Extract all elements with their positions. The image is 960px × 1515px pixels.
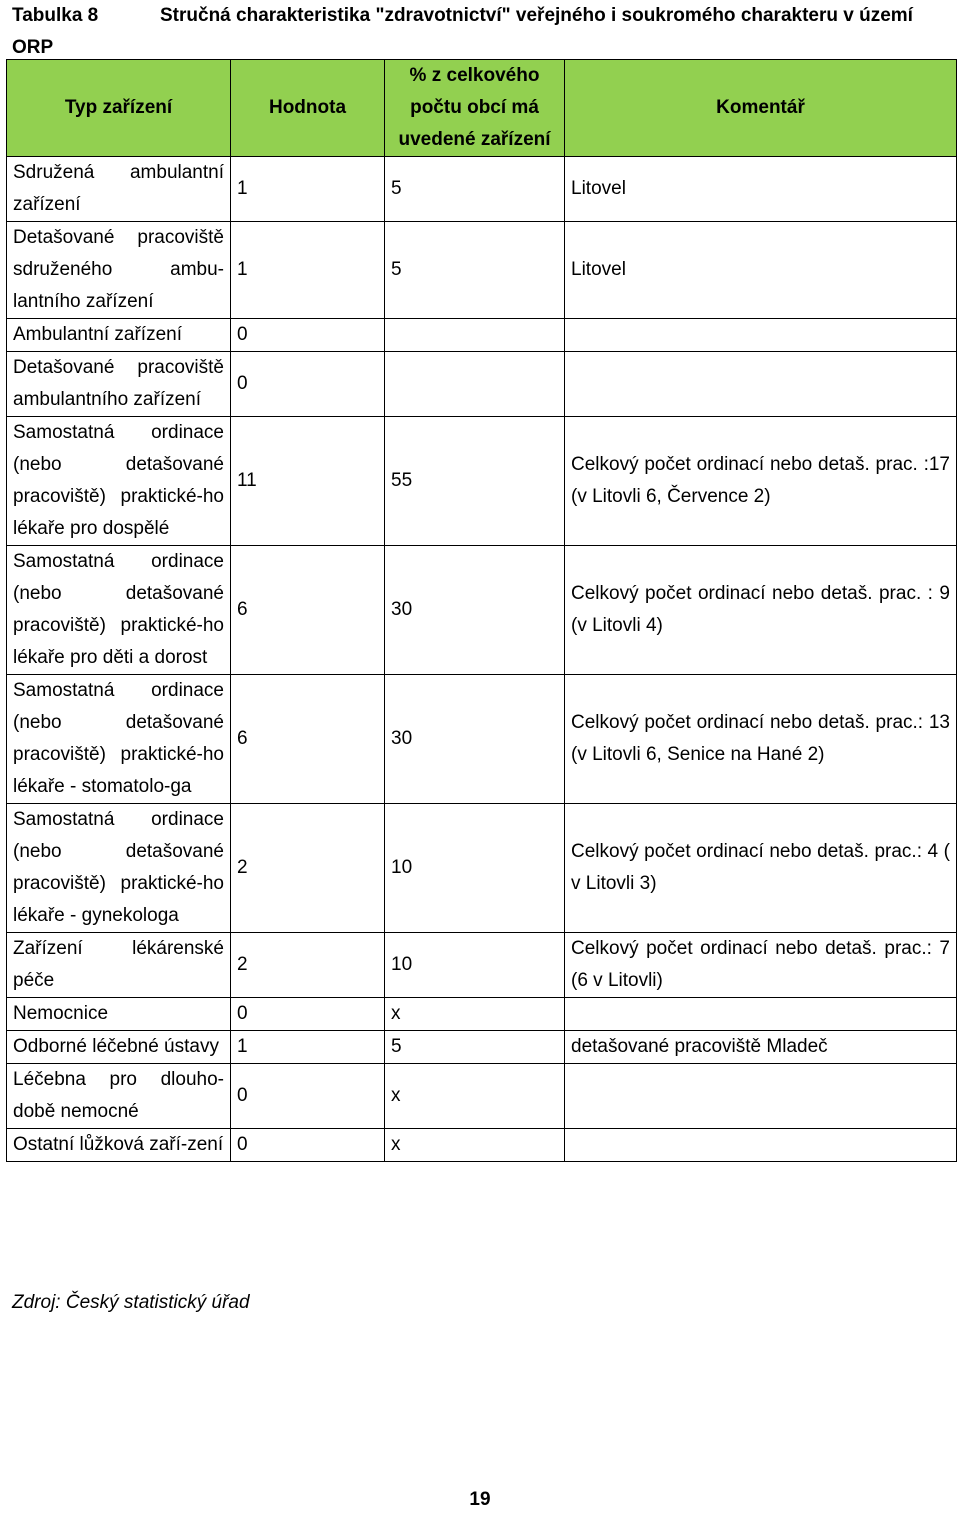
table-row (7, 1031, 957, 1064)
cell-typ: Nemocnice (7, 998, 231, 1031)
cell-hodnota: 11 (231, 417, 385, 546)
cell-procento: 10 (385, 933, 565, 998)
cell-komentar: Celkový počet ordinací nebo detaš. prac.: 4 ( v Litovli 3) (565, 804, 957, 933)
cell-procento (385, 352, 565, 417)
cell-typ: Samostatná ordinace (nebo detašované pracoviště) praktické-ho lékaře - stomatolo-ga (7, 675, 231, 804)
cell-komentar (565, 319, 957, 352)
table-row (7, 804, 957, 933)
cell-typ: Ambulantní zařízení (7, 319, 231, 352)
cell-komentar: Celkový počet ordinací nebo detaš. prac. :17 (v Litovli 6, Července 2) (565, 417, 957, 546)
cell-procento: 55 (385, 417, 565, 546)
page-number: 19 (469, 1489, 491, 1510)
cell-komentar (565, 352, 957, 417)
cell-hodnota: 6 (231, 675, 385, 804)
cell-procento: x (385, 1064, 565, 1129)
cell-komentar: Litovel (565, 222, 957, 319)
cell-procento: x (385, 1129, 565, 1162)
table-caption (12, 0, 952, 64)
cell-hodnota: 1 (231, 222, 385, 319)
cell-komentar: detašované pracoviště Mladeč (565, 1031, 957, 1064)
table-title: Stručná charakteristika "zdravotnictví" veřejného i soukromého charakteru v území ORP (12, 5, 913, 58)
table-row (7, 157, 957, 222)
table-row (7, 319, 957, 352)
cell-typ: Detašované pracoviště ambulantního zařízení (7, 352, 231, 417)
table-row (7, 546, 957, 675)
cell-komentar (565, 998, 957, 1031)
cell-hodnota: 0 (231, 319, 385, 352)
cell-typ: Odborné léčebné ústavy (7, 1031, 231, 1064)
cell-typ: Samostatná ordinace (nebo detašované pracoviště) praktické-ho lékaře pro děti a dorost (7, 546, 231, 675)
cell-typ: Detašované pracoviště sdruženého ambu-lantního zařízení (7, 222, 231, 319)
cell-typ: Léčebna pro dlouho-době nemocné (7, 1064, 231, 1129)
cell-hodnota: 0 (231, 1129, 385, 1162)
table-row (7, 352, 957, 417)
cell-typ: Samostatná ordinace (nebo detašované pracoviště) praktické-ho lékaře - gynekologa (7, 804, 231, 933)
header-hodnota: Hodnota (231, 60, 385, 157)
cell-procento: x (385, 998, 565, 1031)
table-label: Tabulka 8 (12, 5, 99, 26)
cell-hodnota: 0 (231, 1064, 385, 1129)
cell-hodnota: 1 (231, 1031, 385, 1064)
table-row (7, 998, 957, 1031)
cell-komentar: Celkový počet ordinací nebo detaš. prac.: 13 (v Litovli 6, Senice na Hané 2) (565, 675, 957, 804)
header-row (7, 60, 957, 157)
cell-procento: 30 (385, 546, 565, 675)
cell-hodnota: 0 (231, 352, 385, 417)
cell-typ: Zařízení lékárenské péče (7, 933, 231, 998)
cell-procento: 5 (385, 157, 565, 222)
cell-procento: 5 (385, 1031, 565, 1064)
cell-hodnota: 6 (231, 546, 385, 675)
cell-procento: 10 (385, 804, 565, 933)
table-row (7, 933, 957, 998)
cell-komentar (565, 1064, 957, 1129)
cell-typ: Ostatní lůžková zaří-zení (7, 1129, 231, 1162)
source-note: Zdroj: Český statistický úřad (12, 1292, 250, 1313)
healthcare-table (6, 59, 957, 1162)
table-body (7, 157, 957, 1162)
cell-komentar: Celkový počet ordinací nebo detaš. prac.: 7 (6 v Litovli) (565, 933, 957, 998)
cell-komentar: Celkový počet ordinací nebo detaš. prac. : 9 (v Litovli 4) (565, 546, 957, 675)
table-row (7, 222, 957, 319)
cell-hodnota: 2 (231, 804, 385, 933)
cell-komentar (565, 1129, 957, 1162)
cell-procento: 30 (385, 675, 565, 804)
table-row (7, 1129, 957, 1162)
cell-hodnota: 1 (231, 157, 385, 222)
cell-hodnota: 2 (231, 933, 385, 998)
cell-procento: 5 (385, 222, 565, 319)
table-row (7, 1064, 957, 1129)
table-row (7, 417, 957, 546)
cell-hodnota: 0 (231, 998, 385, 1031)
header-procento: % z celkového počtu obcí má uvedené zařízení (385, 60, 565, 157)
cell-komentar: Litovel (565, 157, 957, 222)
cell-typ: Sdružená ambulantní zařízení (7, 157, 231, 222)
cell-typ: Samostatná ordinace (nebo detašované pracoviště) praktické-ho lékaře pro dospělé (7, 417, 231, 546)
table-row (7, 675, 957, 804)
header-komentar: Komentář (565, 60, 957, 157)
header-typ: Typ zařízení (7, 60, 231, 157)
cell-procento (385, 319, 565, 352)
